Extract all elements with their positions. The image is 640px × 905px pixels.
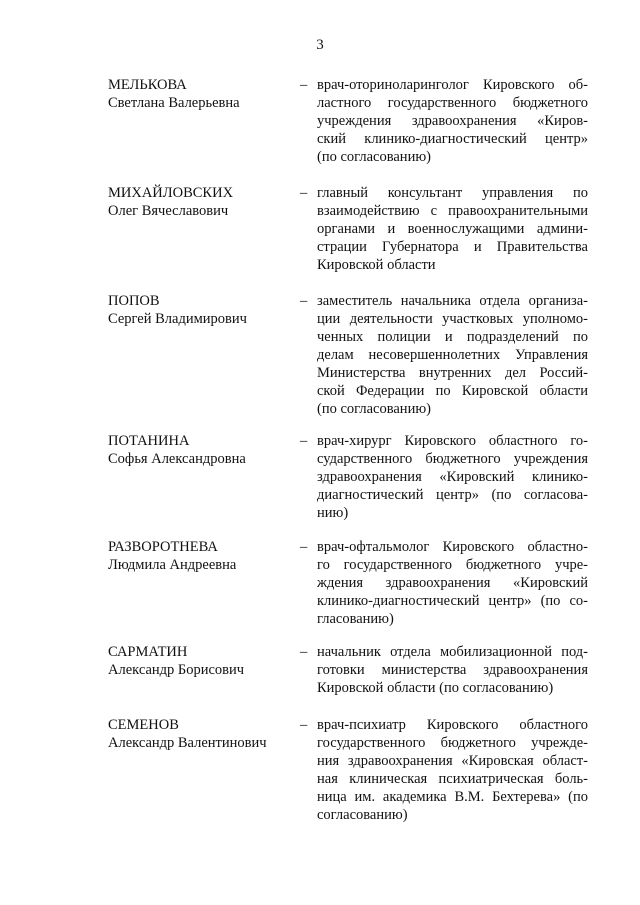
dash-separator: – <box>300 644 308 660</box>
position-line: врач-оториноларинголог Кировского об- <box>317 77 588 93</box>
member-position <box>317 716 588 824</box>
member-surname: СЕМЕНОВ <box>108 717 179 733</box>
dash-separator: – <box>300 293 308 309</box>
dash-separator: – <box>300 539 308 555</box>
dash-separator: – <box>300 77 308 93</box>
position-line: ченных полиции и подразделений по <box>317 329 588 345</box>
member-given-names: Александр Валентинович <box>108 735 267 751</box>
position-line: ции деятельности участковых уполномо- <box>317 311 588 327</box>
member-position <box>317 538 588 628</box>
position-line: клинико-диагностический центр» (по со- <box>317 593 588 609</box>
member-name <box>108 643 288 679</box>
member-surname: МЕЛЬКОВА <box>108 77 187 93</box>
dash-separator: – <box>300 185 308 201</box>
member-position <box>317 643 588 697</box>
member-given-names: Светлана Валерьевна <box>108 95 240 111</box>
position-line: взаимодействию с правоохранительными <box>317 203 588 219</box>
member-given-names: Олег Вячеславович <box>108 203 229 219</box>
position-line: ской Федерации по Кировской области <box>317 383 588 399</box>
position-line: го государственного бюджетного учре- <box>317 557 588 573</box>
member-name <box>108 716 288 752</box>
position-line: ная клиническая психиатрическая боль- <box>317 771 588 787</box>
position-line: (по согласованию) <box>317 149 431 165</box>
member-surname: ПОПОВ <box>108 293 160 309</box>
member-given-names: Сергей Владимирович <box>108 311 247 327</box>
member-name <box>108 292 288 328</box>
position-line: начальник отдела мобилизационной под- <box>317 644 588 660</box>
position-line: главный консультант управления по <box>317 185 588 201</box>
position-line: здравоохранения «Кировский клинико- <box>317 469 588 485</box>
position-line: заместитель начальника отдела организа- <box>317 293 588 309</box>
dash-separator: – <box>300 717 308 733</box>
position-line: органами и военнослужащими админи- <box>317 221 588 237</box>
position-line: государственного бюджетного учрежде- <box>317 735 588 751</box>
position-line: врач-офтальмолог Кировского областно- <box>317 539 588 555</box>
position-line: сударственного бюджетного учреждения <box>317 451 588 467</box>
dash-separator: – <box>300 433 308 449</box>
position-line: ский клинико-диагностический центр» <box>317 131 588 147</box>
position-line: Министерства внутренних дел Россий- <box>317 365 588 381</box>
page-number: 3 <box>316 37 324 53</box>
member-surname: ПОТАНИНА <box>108 433 190 449</box>
position-line: (по согласованию) <box>317 401 431 417</box>
member-name <box>108 76 288 112</box>
position-line: врач-хирург Кировского областного го- <box>317 433 588 449</box>
position-line: ластного государственного бюджетного <box>317 95 588 111</box>
member-surname: РАЗВОРОТНЕВА <box>108 539 218 555</box>
position-line: ждения здравоохранения «Кировский <box>317 575 588 591</box>
position-line: диагностический центр» (по согласова- <box>317 487 588 503</box>
member-surname: САРМАТИН <box>108 644 188 660</box>
member-surname: МИХАЙЛОВСКИХ <box>108 185 234 201</box>
member-position <box>317 184 588 274</box>
position-line: делам несовершеннолетних Управления <box>317 347 588 363</box>
position-line: страции Губернатора и Правительства <box>317 239 588 255</box>
member-position <box>317 292 588 418</box>
position-line: ния здравоохранения «Кировская област- <box>317 753 588 769</box>
member-given-names: Александр Борисович <box>108 662 245 678</box>
member-name <box>108 538 288 574</box>
position-line: учреждения здравоохранения «Киров- <box>317 113 588 129</box>
position-line: ница им. академика В.М. Бехтерева» (по <box>317 789 588 805</box>
member-position <box>317 432 588 522</box>
member-position <box>317 76 588 166</box>
position-line: Кировской области (по согласованию) <box>317 680 554 696</box>
member-given-names: Софья Александровна <box>108 451 246 467</box>
position-line: согласованию) <box>317 807 408 823</box>
position-line: Кировской области <box>317 257 436 273</box>
position-line: врач-психиатр Кировского областного <box>317 717 588 733</box>
member-name <box>108 184 288 220</box>
position-line: готовки министерства здравоохранения <box>317 662 588 678</box>
member-name <box>108 432 288 468</box>
position-line: нию) <box>317 505 349 521</box>
position-line: гласованию) <box>317 611 394 627</box>
member-given-names: Людмила Андреевна <box>108 557 237 573</box>
